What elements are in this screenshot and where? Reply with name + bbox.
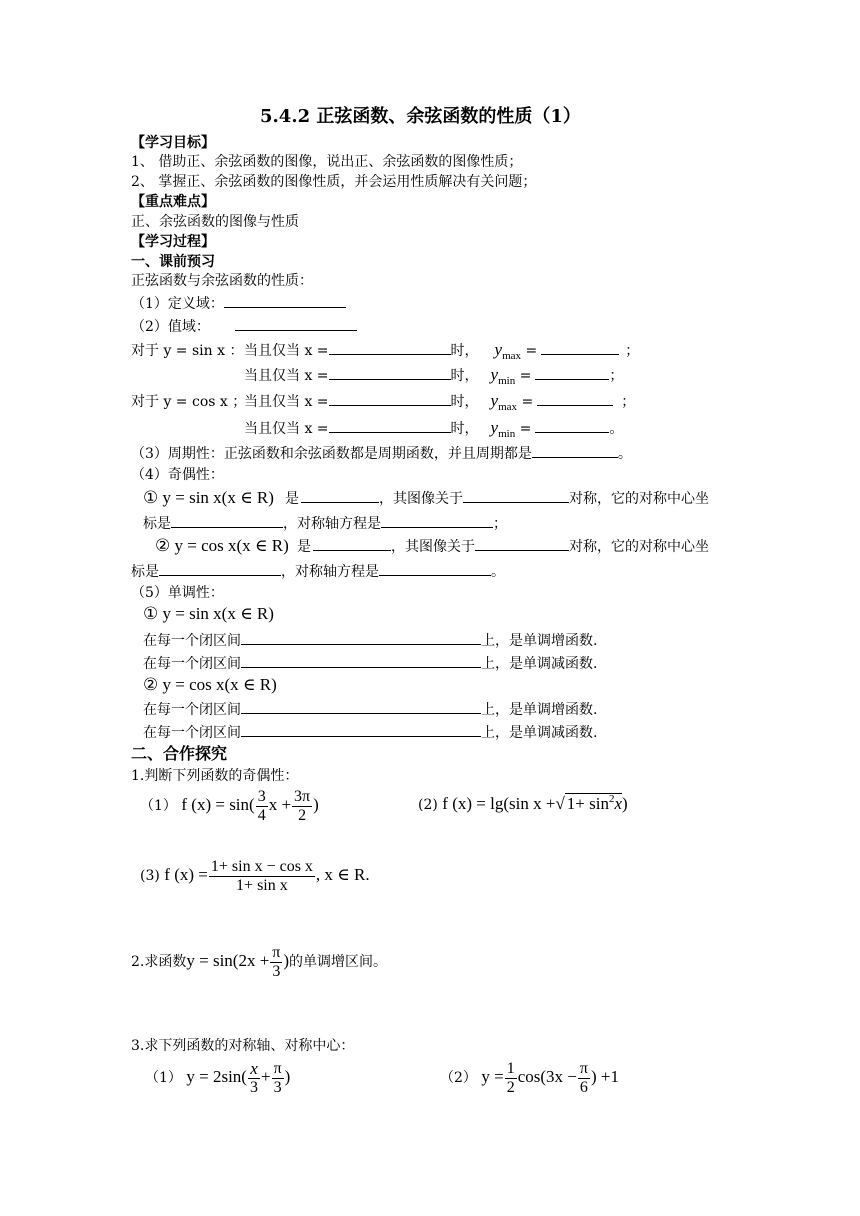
numerator: 3π bbox=[294, 787, 311, 805]
parity-cos-axis-blank[interactable] bbox=[379, 562, 491, 576]
biao-text: 标是 bbox=[131, 564, 159, 580]
min-sub: min bbox=[498, 428, 516, 440]
mono-sin-dec-line bbox=[143, 654, 597, 673]
sym-text-2: 对称，它的对称中心坐 bbox=[569, 539, 709, 555]
q3a-label: （1） bbox=[145, 1070, 182, 1086]
range-label: （2）值域： bbox=[131, 319, 210, 335]
denominator: 6 bbox=[579, 1078, 588, 1096]
domain-blank[interactable] bbox=[224, 294, 346, 308]
biao-text: 标是 bbox=[143, 516, 171, 532]
y-label: y bbox=[490, 418, 499, 437]
q1b-expr bbox=[418, 795, 628, 815]
denominator: 3 bbox=[272, 962, 281, 980]
mono-sin-inc-line bbox=[143, 631, 597, 650]
y-label: y bbox=[490, 391, 499, 410]
frac-pi-6 bbox=[578, 1060, 590, 1097]
cos-ymin-blank[interactable] bbox=[535, 419, 609, 433]
q3b-end: ) +1 bbox=[590, 1067, 619, 1086]
parity-cos-sym-blank[interactable] bbox=[475, 537, 569, 551]
sqrt-text: 1+ sin bbox=[566, 794, 609, 813]
period-dot: 。 bbox=[491, 564, 505, 580]
numerator: 3 bbox=[257, 787, 266, 805]
period-blank[interactable] bbox=[532, 444, 618, 458]
range-blank[interactable] bbox=[235, 317, 357, 331]
sin-max-x-blank[interactable] bbox=[329, 341, 451, 355]
parity-cos-blank[interactable] bbox=[313, 537, 391, 551]
frac-3pi-2 bbox=[292, 788, 312, 825]
numerator: 1 bbox=[506, 1059, 515, 1077]
dec-text: 上，是单调减函数. bbox=[481, 725, 598, 741]
heading-explore: 二、合作探究 bbox=[131, 744, 228, 763]
cos-dec-blank[interactable] bbox=[241, 723, 481, 737]
period-dot: 。 bbox=[609, 421, 624, 437]
parity-sin-blank[interactable] bbox=[301, 489, 379, 503]
heading-process: 【学习过程】 bbox=[131, 234, 215, 250]
q2-text-a: 2.求函数 bbox=[131, 954, 187, 970]
each-text: 在每一个闭区间 bbox=[143, 702, 241, 718]
cos-max-x-blank[interactable] bbox=[329, 392, 451, 406]
q1a-mid: x + bbox=[268, 795, 292, 814]
parity-sin-line-2 bbox=[143, 514, 507, 533]
cos-min-line bbox=[244, 419, 623, 439]
sqrt-x: x bbox=[614, 794, 623, 813]
shi-label: 时， bbox=[450, 421, 479, 437]
eq-sign: = bbox=[515, 421, 532, 437]
parity-sin-formula: ① y = sin x(x ∈ R) bbox=[143, 488, 274, 507]
mono-sin-formula: ① y = sin x(x ∈ R) bbox=[143, 604, 274, 623]
parity-cos-line bbox=[155, 537, 709, 556]
numerator: x bbox=[250, 1058, 258, 1078]
sin-dec-blank[interactable] bbox=[241, 654, 481, 668]
when-label: 当且仅当 x = bbox=[244, 421, 329, 437]
denominator: 1+ sin x bbox=[236, 876, 288, 894]
frac-1-2 bbox=[505, 1060, 517, 1097]
heading-objectives: 【学习目标】 bbox=[131, 135, 215, 151]
parity-sin-line bbox=[143, 489, 709, 508]
parity-sin-center-blank[interactable] bbox=[171, 514, 283, 528]
question-1: 1.判断下列函数的奇偶性： bbox=[131, 768, 299, 784]
q2-end: ) bbox=[283, 951, 290, 970]
q2-lhs: y = sin(2x + bbox=[186, 951, 270, 970]
parity-cos-formula: ② y = cos x(x ∈ R) bbox=[155, 536, 289, 555]
numerator: π bbox=[273, 1059, 282, 1077]
max-sub: max bbox=[502, 350, 522, 362]
q3b-lhs: y = bbox=[481, 1067, 504, 1086]
key-points-text: 正、余弦函数的图像与性质 bbox=[131, 214, 299, 230]
q3b-label: （2） bbox=[440, 1070, 477, 1086]
when-label: 当且仅当 x = bbox=[244, 343, 329, 359]
parity-cos-line-2 bbox=[131, 562, 505, 581]
when-label: 当且仅当 x = bbox=[244, 368, 329, 384]
denominator: 2 bbox=[298, 806, 307, 824]
shi-label: 时， bbox=[450, 394, 479, 410]
denominator: 4 bbox=[257, 806, 266, 824]
semicolon: ； bbox=[609, 368, 624, 384]
when-label: 当且仅当 x = bbox=[244, 394, 329, 410]
denominator: 2 bbox=[506, 1078, 515, 1096]
q1c-expr bbox=[140, 856, 370, 896]
q1a-end: ) bbox=[313, 795, 319, 814]
shi-text: 是 bbox=[285, 491, 299, 507]
shi-label: 时， bbox=[450, 343, 479, 359]
q3b-mid: cos(3x − bbox=[517, 1067, 577, 1086]
min-sub: min bbox=[498, 375, 516, 387]
eq-sign: = bbox=[521, 343, 538, 359]
q2-text-b: 的单调增区间。 bbox=[289, 954, 388, 970]
semicolon: ； bbox=[493, 516, 507, 532]
each-text: 在每一个闭区间 bbox=[143, 656, 241, 672]
q1a-lhs: f (x) = sin( bbox=[181, 795, 255, 814]
mono-cos-inc-line bbox=[143, 700, 597, 719]
q1b-lhs: f (x) = lg(sin x + bbox=[442, 794, 556, 813]
q1c-label: (3) bbox=[140, 868, 160, 884]
cos-inc-blank[interactable] bbox=[241, 700, 481, 714]
sym-text-2: 对称，它的对称中心坐 bbox=[569, 491, 709, 507]
denominator: 3 bbox=[273, 1078, 282, 1096]
page-title: 5.4.2 正弦函数、余弦函数的性质（1） bbox=[260, 106, 581, 127]
parity-label: （4）奇偶性： bbox=[131, 467, 224, 483]
parity-sin-axis-blank[interactable] bbox=[381, 514, 493, 528]
frac-pi-3 bbox=[270, 944, 282, 981]
q3a-end: ) bbox=[284, 1067, 291, 1086]
sqrt-sign: √ bbox=[555, 794, 565, 813]
q3a-mid: + bbox=[260, 1067, 271, 1086]
q3a-lhs: y = 2sin( bbox=[186, 1067, 247, 1086]
y-label: y bbox=[490, 365, 499, 384]
q3b-expr bbox=[440, 1058, 619, 1098]
parity-sin-sym-blank[interactable] bbox=[463, 489, 569, 503]
each-text: 在每一个闭区间 bbox=[143, 633, 241, 649]
q1c-end: , x ∈ R. bbox=[315, 865, 370, 884]
each-text: 在每一个闭区间 bbox=[143, 725, 241, 741]
cos-max-line bbox=[131, 392, 635, 412]
mono-cos-dec-line bbox=[143, 723, 597, 742]
for-cos-label: 对于 y = cos x ； bbox=[131, 394, 247, 410]
question-2 bbox=[131, 942, 387, 982]
max-sub: max bbox=[498, 401, 518, 413]
parity-cos-center-blank[interactable] bbox=[159, 562, 281, 576]
y-label: y bbox=[494, 340, 503, 359]
shi-text: 是 bbox=[297, 539, 311, 555]
domain-line bbox=[131, 294, 346, 313]
q1a-label: （1） bbox=[140, 798, 177, 814]
numerator: 1+ sin x − cos x bbox=[210, 857, 313, 875]
eq-sign: = bbox=[517, 394, 534, 410]
period-end: 。 bbox=[617, 446, 632, 462]
eq-sign: = bbox=[515, 368, 532, 384]
semicolon: ； bbox=[625, 343, 640, 359]
mono-label: （5）单调性： bbox=[131, 585, 224, 601]
preview-intro: 正弦函数与余弦函数的性质： bbox=[131, 273, 313, 289]
inc-text: 上，是单调增函数. bbox=[481, 633, 598, 649]
for-sin-label: 对于 y = sin x ： bbox=[131, 343, 244, 359]
heading-key-points: 【重点难点】 bbox=[131, 194, 215, 210]
sin-min-line bbox=[244, 366, 623, 386]
mono-cos-formula: ② y = cos x(x ∈ R) bbox=[143, 675, 277, 694]
range-line bbox=[131, 317, 357, 336]
q1c-lhs: f (x) = bbox=[164, 865, 208, 884]
q1c-fraction bbox=[209, 858, 315, 895]
cos-min-x-blank[interactable] bbox=[329, 419, 451, 433]
numerator: π bbox=[579, 1059, 588, 1077]
axis-eq-text: ，对称轴方程是 bbox=[283, 516, 381, 532]
axis-eq-text: ，对称轴方程是 bbox=[281, 564, 379, 580]
frac-x-3 bbox=[248, 1060, 260, 1097]
q1a-expr bbox=[140, 786, 319, 826]
dec-text: 上，是单调减函数. bbox=[481, 656, 598, 672]
sin-inc-blank[interactable] bbox=[241, 631, 481, 645]
frac-3-4 bbox=[256, 788, 268, 825]
period-line bbox=[131, 444, 632, 463]
sym-text: ，其图像关于 bbox=[379, 491, 463, 507]
numerator: π bbox=[272, 943, 281, 961]
sqrt-body bbox=[565, 793, 622, 813]
heading-preview: 一、课前预习 bbox=[131, 254, 215, 270]
q1b-end: ) bbox=[622, 794, 628, 813]
cos-ymax-blank[interactable] bbox=[537, 392, 613, 406]
frac-pi-3 bbox=[272, 1060, 284, 1097]
sym-text: ，其图像关于 bbox=[391, 539, 475, 555]
domain-label: （1）定义域： bbox=[131, 296, 224, 312]
denominator: 3 bbox=[249, 1078, 258, 1096]
q1b-label: (2) bbox=[418, 797, 438, 813]
shi-label: 时， bbox=[450, 368, 479, 384]
square-sup: 2 bbox=[608, 793, 615, 805]
objective-2: 2、 掌握正、余弦函数的图像性质，并会运用性质解决有关问题； bbox=[131, 174, 537, 190]
q3a-expr bbox=[145, 1058, 290, 1098]
sin-max-line bbox=[131, 341, 639, 361]
semicolon: ； bbox=[621, 394, 636, 410]
inc-text: 上，是单调增函数. bbox=[481, 702, 598, 718]
sin-ymax-blank[interactable] bbox=[541, 341, 619, 355]
objective-1: 1、 借助正、余弦函数的图像，说出正、余弦函数的图像性质； bbox=[131, 154, 523, 170]
sin-ymin-blank[interactable] bbox=[535, 366, 609, 380]
period-text: （3）周期性：正弦函数和余弦函数都是周期函数，并且周期都是 bbox=[131, 446, 532, 462]
sin-min-x-blank[interactable] bbox=[329, 366, 451, 380]
question-3: 3.求下列函数的对称轴、对称中心： bbox=[131, 1038, 355, 1054]
